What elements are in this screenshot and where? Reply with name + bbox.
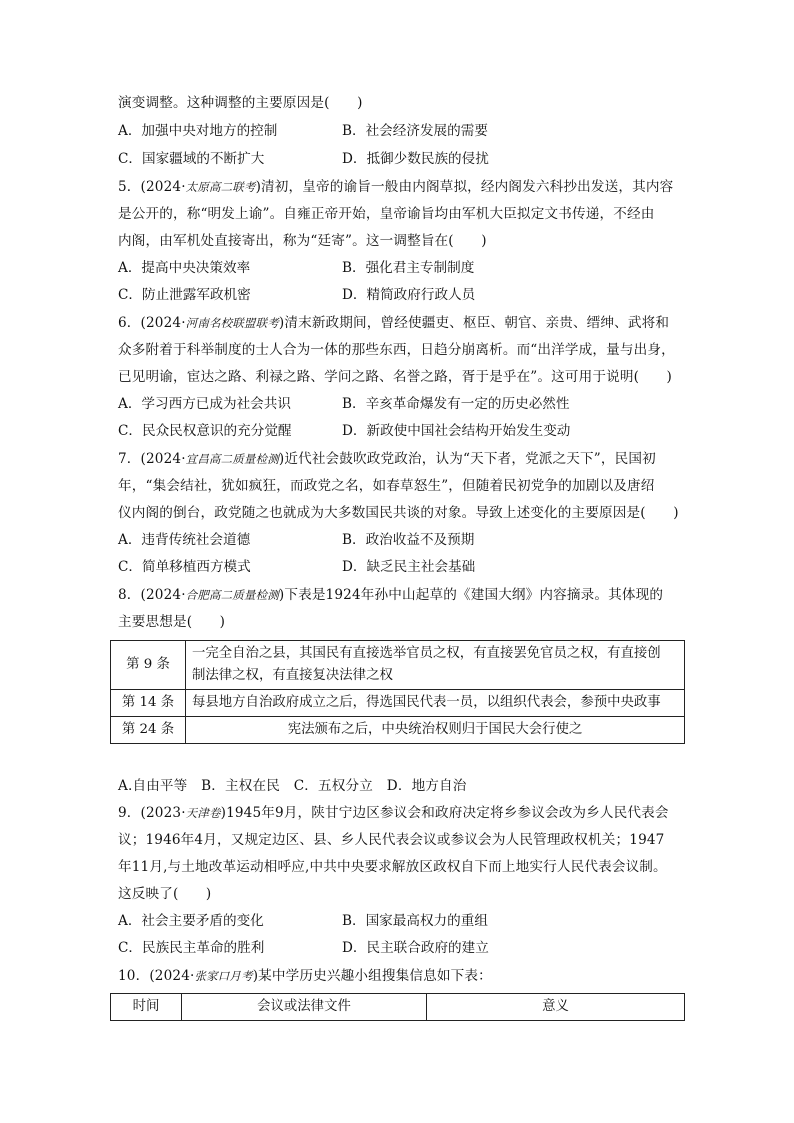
q7-option-a[interactable]: A．违背传统社会道德 (118, 532, 251, 548)
q5-option-b[interactable]: B．强化君主专制制度 (342, 260, 475, 276)
q6-source: 河南名校联盟联考 (185, 316, 279, 330)
table-header-row (111, 994, 685, 1021)
q8-row-label: 第 9 条 (111, 641, 186, 690)
q5-option-d[interactable]: D．精简政府行政人员 (342, 287, 476, 303)
q10-header-time: 时间 (111, 994, 182, 1021)
q10-header-significance: 意义 (427, 994, 685, 1021)
q10-stem-line1: 10．(2024·张家口月考)某中学历史兴趣小组搜集信息如下表： (118, 968, 492, 984)
q7-option-b[interactable]: B．政治收益不及预期 (342, 532, 475, 548)
q7-source: 宜昌高二质量检测 (185, 452, 279, 466)
q9-option-c[interactable]: C．民族民主革命的胜利 (118, 940, 265, 956)
q4-option-a[interactable]: A．加强中央对地方的控制 (118, 123, 278, 139)
q9-stem-line1: 9．(2023·天津卷)1945年9月，陕甘宁边区参议会和政府决定将乡参议会改为乡人民代表会 (118, 805, 669, 821)
q10-source: 张家口月考 (194, 969, 253, 983)
table-row (111, 641, 685, 690)
q9-stem-line2: 议；1946年4月，又规定边区、县、乡人民代表会议或参议会为人民管理政权机关；1947 (118, 832, 665, 848)
q8-row-label: 第 24 条 (111, 717, 186, 744)
q7-stem-line2: 年，“集会结社，犹如疯狂，而政党之名，如春草怒生”，但随着民初党争的加剧以及唐绍 (118, 478, 655, 494)
q7-option-c[interactable]: C．简单移植西方模式 (118, 559, 251, 575)
q8-row-text: 每县地方自治政府成立之后，得选国民代表一员，以组织代表会，参预中央政事 (186, 690, 685, 717)
q4-option-c[interactable]: C．国家疆域的不断扩大 (118, 151, 265, 167)
q5-stem-line1: 5．(2024·太原高二联考)清初，皇帝的谕旨一般由内阁草拟，经内阁发六科抄出发送，其内容 (118, 179, 674, 195)
q8-options[interactable]: A.自由平等 B．主权在民 C．五权分立 D．地方自治 (118, 778, 467, 794)
q9-option-a[interactable]: A．社会主要矛盾的变化 (118, 913, 264, 929)
q9-stem-line4: 这反映了( ) (118, 886, 212, 902)
q8-source: 合肥高二质量检测 (185, 588, 279, 602)
table-row (111, 690, 685, 717)
q7-stem-line1: 7．(2024·宜昌高二质量检测)近代社会鼓吹政党政治，认为“天下者，党派之天下”，民国初 (118, 451, 656, 467)
q8-row-label: 第 14 条 (111, 690, 186, 717)
q7-stem-line3: 仪内阁的倒台，政党随之也就成为大多数国民共谈的对象。导致上述变化的主要原因是( ) (118, 505, 679, 521)
q5-source: 太原高二联考 (185, 180, 256, 194)
q8-stem-line2: 主要思想是( ) (118, 614, 226, 630)
table-row (111, 717, 685, 744)
q8-table (110, 640, 685, 744)
q8-row-text: 宪法颁布之后，中央统治权则归于国民大会行使之 (186, 717, 685, 744)
q4-stem-tail: 演变调整。这种调整的主要原因是( ) (118, 95, 363, 111)
q6-option-b[interactable]: B．辛亥革命爆发有一定的历史必然性 (342, 396, 570, 412)
q9-source: 天津卷 (185, 806, 221, 820)
q6-stem-line3: 已见明谕，宦达之路、利禄之路、学问之路、名誉之路，胥于是乎在”。这可用于说明( ) (118, 369, 673, 385)
q10-table (110, 993, 685, 1021)
q6-stem-line2: 众多附着于科举制度的士人合为一体的那些东西，日趋分崩离析。而“出洋学成，量与出身， (118, 342, 675, 358)
q5-option-a[interactable]: A．提高中央决策效率 (118, 260, 251, 276)
q8-stem-line1: 8．(2024·合肥高二质量检测)下表是1924年孙中山起草的《建国大纲》内容摘录。其体现的 (118, 587, 664, 603)
q5-option-c[interactable]: C．防止泄露军政机密 (118, 287, 251, 303)
q6-option-d[interactable]: D．新政使中国社会结构开始发生变动 (342, 423, 571, 439)
q4-option-b[interactable]: B．社会经济发展的需要 (342, 123, 488, 139)
q10-header-document: 会议或法律文件 (182, 994, 427, 1021)
q5-stem-line3: 内阁，由军机处直接寄出，称为“廷寄”。这一调整旨在( ) (118, 233, 487, 249)
q6-stem-line1: 6．(2024·河南名校联盟联考)清末新政期间，曾经使疆吏、枢臣、朝官、亲贵、缙绅、武将和 (118, 315, 670, 331)
q9-stem-line3: 年11月,与土地改革运动相呼应,中共中央要求解放区政权自下而上地实行人民代表会议制。 (118, 859, 667, 875)
q4-option-d[interactable]: D．抵御少数民族的侵扰 (342, 151, 489, 167)
q8-row-text: 一完全自治之县，其国民有直接选举官员之权，有直接罢免官员之权，有直接创 制法律之权，有直接复决法律之权 (186, 641, 685, 690)
q6-option-c[interactable]: C．民众民权意识的充分觉醒 (118, 423, 292, 439)
q9-option-b[interactable]: B．国家最高权力的重组 (342, 913, 488, 929)
q9-option-d[interactable]: D．民主联合政府的建立 (342, 940, 489, 956)
q7-option-d[interactable]: D．缺乏民主社会基础 (342, 559, 476, 575)
q5-stem-line2: 是公开的，称“明发上谕”。自雍正帝开始，皇帝谕旨均由军机大臣拟定文书传递，不经由 (118, 206, 655, 222)
q6-option-a[interactable]: A．学习西方已成为社会共识 (118, 396, 291, 412)
